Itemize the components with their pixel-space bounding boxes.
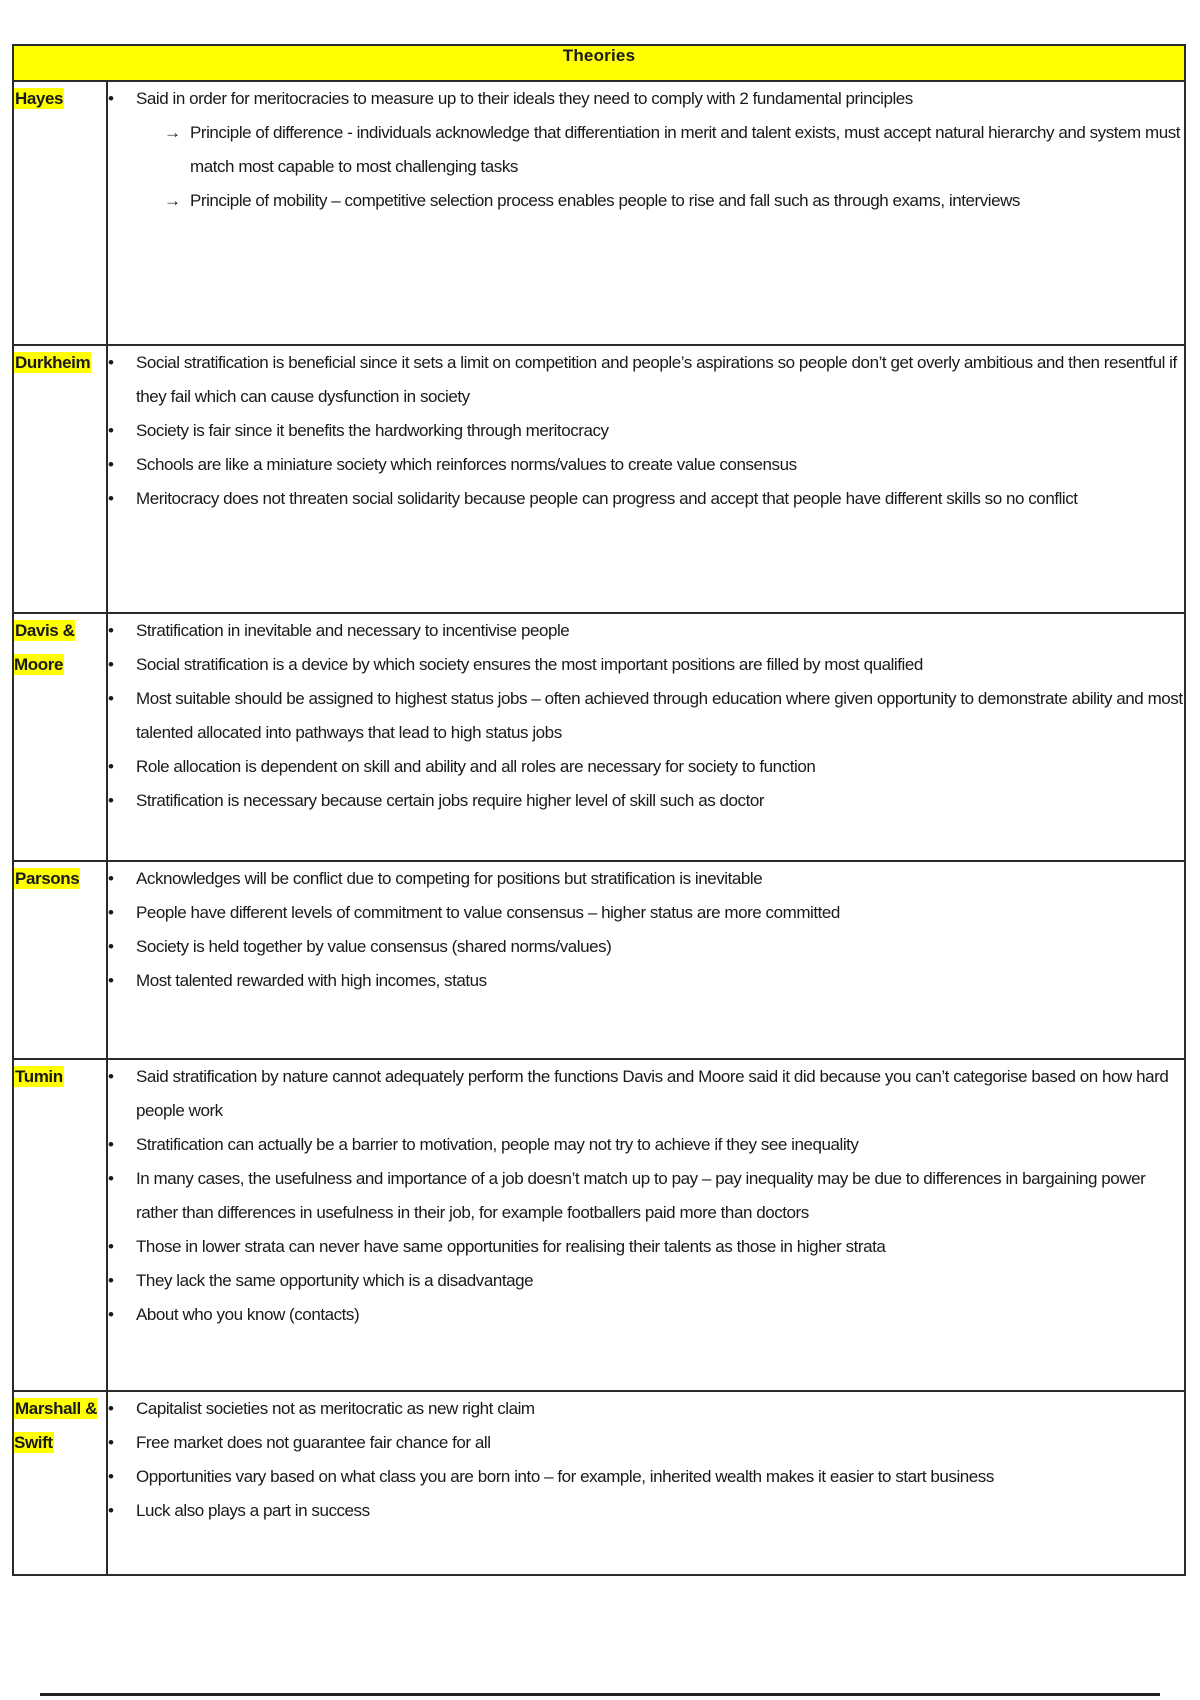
theorist-cell bbox=[13, 81, 107, 345]
list-item: • Stratification in inevitable and necessary to incentivise people bbox=[108, 614, 1184, 648]
list-item: • Stratification can actually be a barrier to motivation, people may not try to achieve if they see inequality bbox=[108, 1128, 1184, 1162]
list-item: • Society is fair since it benefits the hardworking through meritocracy bbox=[108, 414, 1184, 448]
list-item: • Acknowledges will be conflict due to competing for positions but stratification is inevitable bbox=[108, 862, 1184, 896]
sub-bullet-text: Principle of difference - individuals acknowledge that differentiation in merit and talent exists, must accept natural hierarchy and system must match most capable to most challenging tasks bbox=[190, 123, 1181, 176]
list-item: • Social stratification is a device by which society ensures the most important positions are filled by most qualified bbox=[108, 648, 1184, 682]
theorist-cell bbox=[13, 1391, 107, 1575]
list-item: • Capitalist societies not as meritocratic as new right claim bbox=[108, 1392, 1184, 1426]
list-item bbox=[108, 82, 1184, 218]
bullet-list bbox=[108, 1392, 1184, 1528]
bottom-divider bbox=[40, 1693, 1160, 1696]
theorist-cell bbox=[13, 861, 107, 1059]
list-item: • Most talented rewarded with high incomes, status bbox=[108, 964, 1184, 998]
bullet-list bbox=[108, 82, 1184, 218]
arrow-right-icon: → bbox=[164, 123, 181, 142]
theorist-name: Tumin bbox=[15, 1067, 63, 1086]
list-item: • Free market does not guarantee fair chance for all bbox=[108, 1426, 1184, 1460]
list-item: • Meritocracy does not threaten social solidarity because people can progress and accept that people have different skills so no conflict bbox=[108, 482, 1184, 516]
list-item: • About who you know (contacts) bbox=[108, 1298, 1184, 1332]
list-item: • Those in lower strata can never have same opportunities for realising their talents as those in higher strata bbox=[108, 1230, 1184, 1264]
theory-content-cell bbox=[107, 345, 1185, 613]
list-item: • They lack the same opportunity which is a disadvantage bbox=[108, 1264, 1184, 1298]
theorist-cell bbox=[13, 1059, 107, 1391]
theory-content-cell bbox=[107, 1391, 1185, 1575]
table-row-tumin bbox=[13, 1059, 1185, 1391]
list-item: • Said stratification by nature cannot adequately perform the functions Davis and Moore said it did because you can’t categorise based on how hard people work bbox=[108, 1060, 1184, 1128]
sub-bullet-list bbox=[136, 116, 1184, 218]
table-header-row bbox=[13, 45, 1185, 81]
table-row-durkheim bbox=[13, 345, 1185, 613]
list-item: • Most suitable should be assigned to highest status jobs – often achieved through education where given opportunity to demonstrate ability and most talented allocated into pathways that lead to high status jobs bbox=[108, 682, 1184, 750]
bullet-list bbox=[108, 862, 1184, 998]
list-item: • Role allocation is dependent on skill and ability and all roles are necessary for society to function bbox=[108, 750, 1184, 784]
sub-list-item bbox=[136, 116, 1184, 184]
list-item: • Society is held together by value consensus (shared norms/values) bbox=[108, 930, 1184, 964]
theory-content-cell bbox=[107, 1059, 1185, 1391]
list-item: • People have different levels of commitment to value consensus – higher status are more committed bbox=[108, 896, 1184, 930]
bullet-text: Said in order for meritocracies to measure up to their ideals they need to comply with 2 fundamental principles bbox=[136, 89, 913, 108]
bullet-list bbox=[108, 1060, 1184, 1332]
list-item: • Luck also plays a part in success bbox=[108, 1494, 1184, 1528]
sub-list-item bbox=[136, 184, 1184, 218]
list-item: • In many cases, the usefulness and importance of a job doesn’t match up to pay – pay inequality may be due to differences in bargaining power rather than differences in usefulness in their job, for example footballers paid more than doctors bbox=[108, 1162, 1184, 1230]
theorist-name: Durkheim bbox=[15, 353, 91, 372]
theories-table bbox=[12, 44, 1186, 1576]
theorist-name: Marshall & Swift bbox=[14, 1399, 97, 1452]
table-row-marshall-swift bbox=[13, 1391, 1185, 1575]
theory-content-cell bbox=[107, 861, 1185, 1059]
list-item: • Opportunities vary based on what class you are born into – for example, inherited wealth makes it easier to start business bbox=[108, 1460, 1184, 1494]
theorist-name: Parsons bbox=[15, 869, 80, 888]
theory-content-cell bbox=[107, 81, 1185, 345]
theorist-cell bbox=[13, 613, 107, 861]
arrow-right-icon: → bbox=[164, 191, 181, 210]
theorist-cell bbox=[13, 345, 107, 613]
bullet-list bbox=[108, 346, 1184, 516]
table-title: Theories bbox=[13, 45, 1185, 81]
bullet-list bbox=[108, 614, 1184, 818]
theorist-name: Hayes bbox=[15, 89, 64, 108]
sub-bullet-text: Principle of mobility – competitive selection process enables people to rise and fall such as through exams, interviews bbox=[190, 191, 1020, 210]
theorist-name: Davis & Moore bbox=[14, 621, 75, 674]
theory-content-cell bbox=[107, 613, 1185, 861]
list-item: • Schools are like a miniature society which reinforces norms/values to create value consensus bbox=[108, 448, 1184, 482]
table-row-hayes bbox=[13, 81, 1185, 345]
table-row-davis-moore bbox=[13, 613, 1185, 861]
list-item: • Social stratification is beneficial since it sets a limit on competition and people’s aspirations so people don’t get overly ambitious and then resentful if they fail which can cause dysfunction in society bbox=[108, 346, 1184, 414]
table-row-parsons bbox=[13, 861, 1185, 1059]
list-item: • Stratification is necessary because certain jobs require higher level of skill such as doctor bbox=[108, 784, 1184, 818]
